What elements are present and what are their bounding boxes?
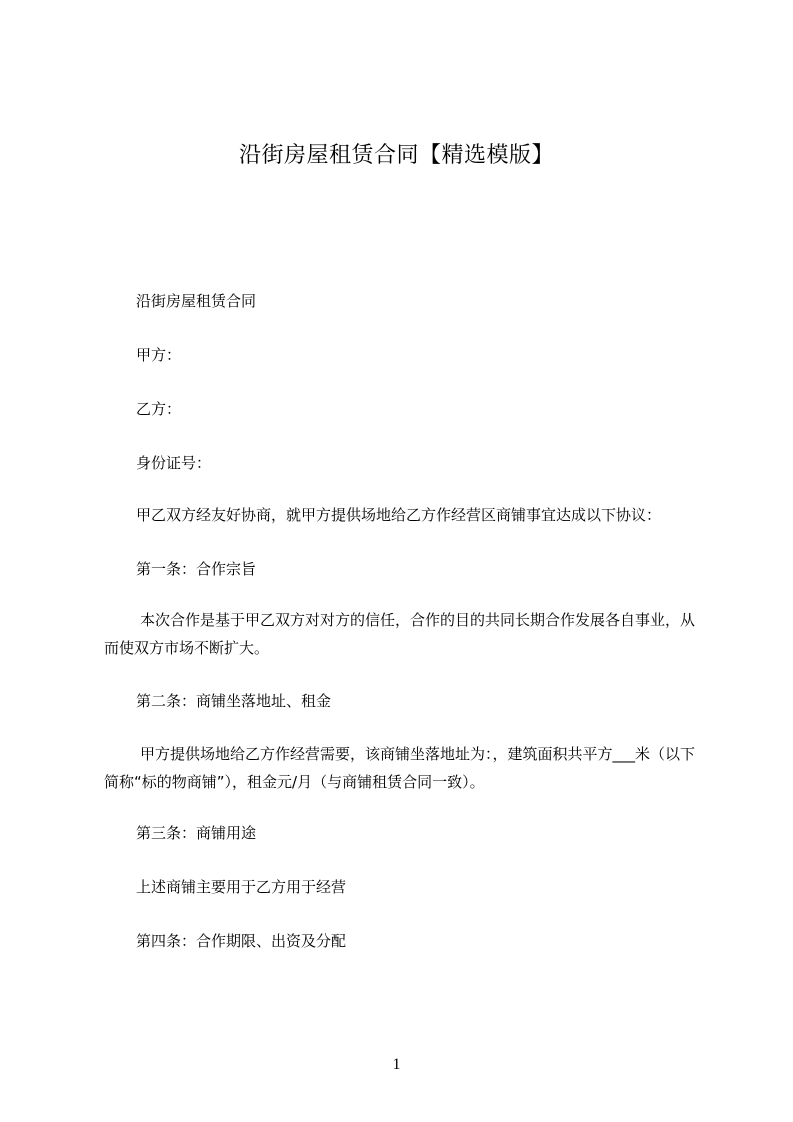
article-2-heading: 第二条：商铺坐落地址、租金 [136, 692, 332, 710]
article-3-heading: 第三条：商铺用途 [136, 824, 257, 842]
article-4-heading: 第四条：合作期限、出资及分配 [136, 932, 347, 950]
article-3-body: 上述商铺主要用于乙方用于经营 [136, 878, 347, 896]
party-b-line: 乙方： [136, 400, 182, 418]
article-2-body: 甲方提供场地给乙方作经营需要，该商铺坐落地址为：，建筑面积共平方___米（以下简称“标的物商铺”），租金元/月（与商铺租赁合同一致）。 [104, 745, 696, 791]
article-1-body: 本次合作是基于甲乙双方对对方的信任，合作的目的共同长期合作发展各自事业，从而使双方市场不断扩大。 [104, 611, 696, 657]
party-a-line: 甲方： [136, 346, 182, 364]
page-number: 1 [392, 1056, 401, 1073]
article-1-heading: 第一条：合作宗旨 [136, 560, 257, 578]
id-number-line: 身份证号： [136, 454, 212, 472]
document-title: 沿街房屋租赁合同【精选模版】 [238, 143, 554, 168]
contract-subtitle: 沿街房屋租赁合同 [136, 292, 257, 310]
agreement-intro: 甲乙双方经友好协商，就甲方提供场地给乙方作经营区商铺事宜达成以下协议： [136, 506, 662, 524]
